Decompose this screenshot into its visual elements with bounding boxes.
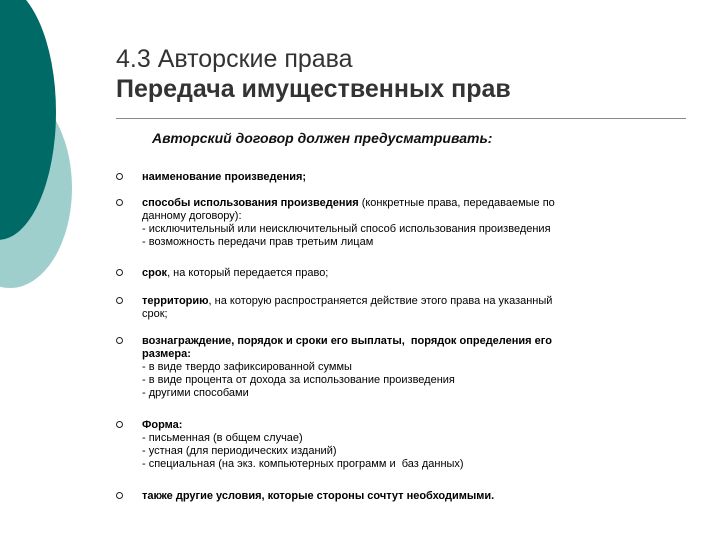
list-item [116,267,686,280]
item-line: , на который передается право; [167,267,329,279]
item-line: - возможность передачи прав третьим лицам [142,236,374,248]
bullet-icon [116,199,123,206]
item-line: размера: [142,348,191,360]
item-term: способы использования произведения [142,197,359,209]
item-line: данному договору): [142,210,242,222]
item-line: - в виде твердо зафиксированной суммы [142,361,352,373]
list-item [116,197,686,249]
item-line: - исключительный или неисключительный способ использования произведения [142,223,551,235]
item-line: - устная (для периодических изданий) [142,445,337,457]
list-item-text [142,335,686,400]
bullet-icon [116,421,123,428]
list-item [116,419,686,471]
bullet-icon [116,297,123,304]
bullet-icon [116,337,123,344]
list-item-text [142,490,686,503]
item-term: территорию [142,295,209,307]
bullet-icon [116,173,123,180]
item-line: - специальная (на экз. компьютерных программ и баз данных) [142,458,464,470]
title-line-2: Передача имущественных прав [116,75,511,103]
list-item [116,490,686,503]
item-line: срок; [142,308,168,320]
item-line: вознаграждение, порядок и сроки его выплаты, порядок определения его [142,335,552,347]
item-line: - письменная (в общем случае) [142,432,303,444]
list-item-text [142,197,686,249]
item-line: также другие условия, которые стороны сочтут необходимыми. [142,490,495,502]
list-item-text [142,267,686,280]
subtitle: Авторский договор должен предусматривать: [152,130,493,146]
list-item-text [142,419,686,471]
list-item-text [142,295,686,321]
item-line: (конкретные права, передаваемые по [358,197,555,209]
item-line: - другими способами [142,387,249,399]
item-term: срок [142,267,168,279]
list-item [116,171,686,184]
title-line-1: 4.3 Авторские права [116,45,353,73]
list-item [116,335,686,400]
item-line: наименование произведения; [142,171,307,183]
item-line: , на которую распространяется действие этого права на указанный [208,295,553,307]
item-line: - в виде процента от дохода за использование произведения [142,374,455,386]
bullet-icon [116,269,123,276]
bullet-icon [116,492,123,499]
item-line: Форма: [142,419,183,431]
list-item-text [142,171,686,184]
list-item [116,295,686,321]
